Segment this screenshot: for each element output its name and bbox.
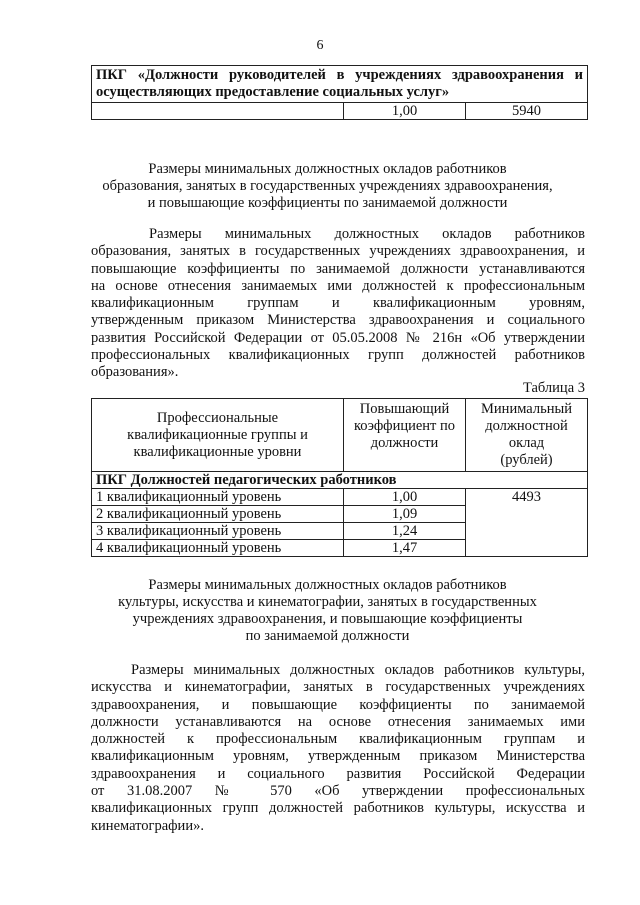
header-line: коэффициент по	[353, 418, 456, 434]
cell-coef: 1,09	[344, 506, 466, 523]
paragraph-line: квалификационных групп должностей работников культуры, искусства и	[91, 800, 585, 817]
cell-coef: 1,24	[344, 523, 466, 540]
paragraph-line: на основе отнесения занимаемых ими должностей к профессиональным	[91, 277, 585, 294]
paragraph-line: кинематографии».	[91, 817, 204, 834]
header-col3	[466, 399, 588, 472]
section2-paragraph	[91, 226, 585, 382]
cell-salary: 4493	[466, 489, 588, 557]
paragraph-line: Размеры минимальных должностных окладов работников культуры,	[131, 662, 585, 678]
table-row	[92, 103, 588, 120]
heading-line: Размеры минимальных должностных окладов работников	[148, 577, 507, 593]
cell-level: 1 квалификационный уровень	[92, 489, 344, 506]
table-caption: Таблица 3	[522, 380, 585, 396]
paragraph-line: должности устанавливаются на основе отнесения занимаемых ими	[91, 713, 585, 730]
header-line: должностной	[485, 418, 568, 434]
section3-paragraph	[91, 662, 585, 835]
paragraph-line: от 31.08.2007 № 570 «Об утверждении профессиональных	[91, 783, 585, 800]
section2-heading	[70, 161, 585, 212]
header-line: Повышающий	[359, 401, 450, 417]
table-row-group	[92, 66, 588, 103]
header-line: квалификационные группы и	[127, 426, 308, 443]
heading-line: и повышающие коэффициенты по занимаемой должности	[147, 195, 508, 211]
table-1	[91, 65, 588, 120]
heading-line: образования, занятых в государственных учреждениях здравоохранения,	[102, 178, 553, 194]
header-line: оклад	[508, 435, 545, 451]
cell-name	[92, 103, 344, 120]
paragraph-line: должностей к профессиональным квалификационным группам и	[91, 731, 585, 748]
heading-line: учреждениях здравоохранения, и повышающие коэффициенты	[132, 611, 523, 627]
header-line: Минимальный	[481, 401, 572, 417]
cell-level: 3 квалификационный уровень	[92, 523, 344, 540]
header-col2	[344, 399, 466, 472]
table-3	[91, 398, 588, 557]
paragraph-line: здравоохранения, и повышающие коэффициенты по занимаемой	[91, 696, 585, 713]
heading-line: по занимаемой должности	[245, 628, 410, 644]
header-line: должности	[370, 435, 439, 451]
table-row-group	[92, 472, 588, 489]
paragraph-line: здравоохранения и социального развития Российской Федерации	[91, 765, 585, 782]
paragraph-line: квалификационным уровням, утвержденным приказом Министерства	[91, 748, 585, 765]
paragraph-line: искусства и кинематографии, занятых в государственных учреждениях	[91, 679, 585, 696]
table-header-row	[92, 399, 588, 472]
page-number: 6	[316, 38, 324, 53]
paragraph-line: развития Российской Федерации от 05.05.2008 № 216н «Об утверждении	[91, 329, 585, 346]
paragraph-line: квалификационным группам и квалификационным уровням,	[91, 295, 585, 312]
paragraph-line: Размеры минимальных должностных окладов работников	[149, 226, 585, 242]
header-col1	[92, 399, 344, 472]
header-line: квалификационные уровни	[133, 443, 302, 460]
cell-coef: 1,47	[344, 540, 466, 557]
heading-line: культуры, искусства и кинематографии, занятых в государственных	[118, 594, 537, 610]
paragraph-line: утвержденным приказом Министерства здравоохранения и социального	[91, 312, 585, 329]
heading-line: Размеры минимальных должностных окладов работников	[148, 161, 507, 177]
section3-heading	[70, 577, 585, 645]
paragraph-line: профессиональных квалификационных групп должностей работников	[91, 347, 585, 364]
group-title: ПКГ Должностей педагогических работников	[92, 472, 588, 489]
cell-level: 2 квалификационный уровень	[92, 506, 344, 523]
cell-coef: 1,00	[344, 103, 466, 120]
table-row	[92, 489, 588, 506]
header-line: (рублей)	[500, 452, 553, 468]
cell-salary: 5940	[466, 103, 588, 120]
group-title: ПКГ «Должности руководителей в учреждениях здравоохранения и осуществляющих предоставление социальных услуг»	[92, 66, 588, 103]
cell-level: 4 квалификационный уровень	[92, 540, 344, 557]
paragraph-line: повышающие коэффициенты по занимаемой должности устанавливаются	[91, 260, 585, 277]
cell-coef: 1,00	[344, 489, 466, 506]
header-line: Профессиональные	[156, 409, 279, 426]
paragraph-line: образования, занятых в государственных учреждениях здравоохранения, и	[91, 243, 585, 260]
paragraph-line: образования».	[91, 364, 179, 381]
